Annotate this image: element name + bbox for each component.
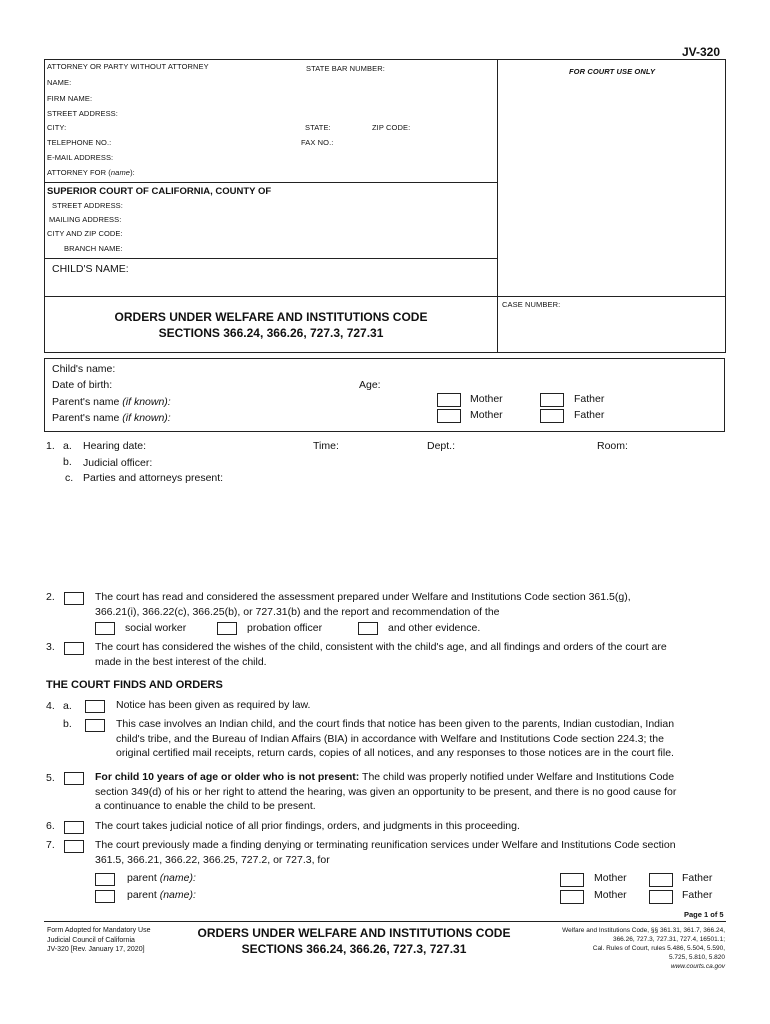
item4a-checkbox[interactable] [85, 700, 105, 713]
item7-mother2-label: Mother [594, 889, 627, 901]
item1c-letter: c. [65, 472, 74, 484]
item4b-letter: b. [63, 718, 72, 730]
item6-num: 6. [46, 820, 55, 832]
court-mailing-label: MAILING ADDRESS: [49, 215, 122, 224]
item2-checkbox[interactable] [64, 592, 84, 605]
court-cityzip-label: CITY AND ZIP CODE: [47, 229, 123, 238]
court-street-label: STREET ADDRESS: [52, 201, 123, 210]
item7-parent1-checkbox[interactable] [95, 873, 115, 886]
probation-officer-checkbox[interactable] [217, 622, 237, 635]
item4-num: 4. [46, 700, 55, 712]
time-label: Time: [313, 440, 339, 452]
item5-checkbox[interactable] [64, 772, 84, 785]
item7-mother1-label: Mother [594, 872, 627, 884]
bottom-border [44, 352, 726, 353]
state-bar-label: STATE BAR NUMBER: [306, 64, 385, 73]
form-id: JV-320 [682, 45, 721, 59]
zip-label: ZIP CODE: [372, 123, 411, 132]
court-title: SUPERIOR COURT OF CALIFORNIA, COUNTY OF [47, 186, 272, 197]
form-title: ORDERS UNDER WELFARE AND INSTITUTIONS CODE SECTIONS 366.24, 366.26, 727.3, 727.31 [114, 310, 428, 340]
item4a-text: Notice has been given as required by law. [116, 699, 311, 711]
item7-checkbox[interactable] [64, 840, 84, 853]
item7-father2-label: Father [682, 889, 713, 901]
item7-father1-label: Father [682, 872, 713, 884]
item2-num: 2. [46, 591, 55, 603]
footer-rule [44, 921, 726, 922]
item3-checkbox[interactable] [64, 642, 84, 655]
item7-parent1-label: parent (name): [127, 872, 196, 884]
case-number-label: CASE NUMBER: [502, 300, 561, 309]
item7-father2-checkbox[interactable] [649, 890, 673, 904]
probation-officer-label: probation officer [247, 622, 323, 634]
fax-label: FAX NO.: [301, 138, 334, 147]
mother1-label: Mother [470, 393, 503, 405]
email-label: E-MAIL ADDRESS: [47, 153, 114, 162]
court-branch-label: BRANCH NAME: [64, 244, 123, 253]
firm-label: FIRM NAME: [47, 94, 93, 103]
other-evidence-label: and other evidence. [388, 622, 481, 634]
attorney-for-label: ATTORNEY FOR (name): [47, 168, 135, 177]
page-number: Page 1 of 5 [684, 910, 724, 919]
item1b-letter: b. [63, 456, 72, 468]
item3-num: 3. [46, 641, 55, 653]
father2-checkbox[interactable] [540, 409, 564, 423]
father2-label: Father [574, 409, 605, 421]
item1a-letter: a. [63, 440, 72, 452]
item5-num: 5. [46, 772, 55, 784]
parent2-label: Parent's name (if known): [52, 412, 171, 424]
form-adopted: Form Adopted for Mandatory Use Judicial Council of California JV-320 [Rev. January 17, 2020] [47, 927, 151, 953]
item6-checkbox[interactable] [64, 821, 84, 834]
footer-title: ORDERS UNDER WELFARE AND INSTITUTIONS CODE SECTIONS 366.24, 366.26, 727.3, 727.31 [197, 926, 511, 956]
father1-checkbox[interactable] [540, 393, 564, 407]
childs-name-label: CHILD'S NAME: [52, 263, 129, 275]
phone-label: TELEPHONE NO.: [47, 138, 112, 147]
item7-mother1-checkbox[interactable] [560, 873, 584, 887]
state-label: STATE: [305, 123, 331, 132]
social-worker-label: social worker [125, 622, 187, 634]
social-worker-checkbox[interactable] [95, 622, 115, 635]
mother2-label: Mother [470, 409, 503, 421]
item7-num: 7. [46, 839, 55, 851]
item6-text: The court takes judicial notice of all prior findings, orders, and judgments in this proceeding. [95, 820, 520, 832]
item7-parent2-label: parent (name): [127, 889, 196, 901]
item4b-checkbox[interactable] [85, 719, 105, 732]
father1-label: Father [574, 393, 605, 405]
top-border [44, 59, 726, 60]
city-label: CITY: [47, 123, 67, 132]
item7-parent2-checkbox[interactable] [95, 890, 115, 903]
mother1-checkbox[interactable] [437, 393, 461, 407]
item7-father1-checkbox[interactable] [649, 873, 673, 887]
footer-references: Welfare and Institutions Code, §§ 361.31, 361.7, 366.24, 366.26, 727.3, 727.31, 727.4, 16501.1; Cal. Rules of Court, rules 5.486, 5.504, 5.590, 5.725, 5.810, 5.820 www.courts.ca.gov [562, 927, 725, 970]
other-evidence-checkbox[interactable] [358, 622, 378, 635]
item3-text: The court has considered the wishes of the child, consistent with the child's age, and all findings and orders of the court are made in the best interest of the child. [95, 641, 667, 668]
finds-heading: THE COURT FINDS AND ORDERS [46, 679, 223, 691]
room-label: Room: [597, 440, 628, 452]
item5-text: For child 10 years of age or older who is not present: The child was properly notified under Welfare and Institutions Code section 349(d) of his or her right to attend the hearing, was given an opportunity to be present, and there is no good cause for a continuance to enable the child to be present. [95, 771, 677, 812]
parties-label: Parties and attorneys present: [83, 472, 224, 484]
item4a-letter: a. [63, 700, 72, 712]
parent1-label: Parent's name (if known): [52, 396, 171, 408]
dept-label: Dept.: [427, 440, 456, 452]
mother2-checkbox[interactable] [437, 409, 461, 423]
dob-label: Date of birth: [52, 379, 113, 391]
judicial-officer-label: Judicial officer: [83, 457, 153, 469]
age-label: Age: [359, 379, 381, 391]
child-name-label: Child's name: [52, 363, 116, 375]
name-label: NAME: [47, 78, 72, 87]
item1-num: 1. [46, 440, 55, 452]
item7-mother2-checkbox[interactable] [560, 890, 584, 904]
header-divider-1 [44, 182, 498, 183]
item7-text: The court previously made a finding denying or terminating reunification services under Welfare and Institutions Code section 361.5, 366.21, 366.22, 366.25, 727.2, or 727.3, for [95, 839, 676, 866]
hearing-date-label: Hearing date: [83, 440, 147, 452]
court-use-label: FOR COURT USE ONLY [569, 67, 656, 76]
street-label: STREET ADDRESS: [47, 109, 118, 118]
right-border [725, 59, 726, 353]
item4b-text: This case involves an Indian child, and the court finds that notice has been given to the parents, Indian custodian, Indian child's tribe, and the Bureau of Indian Affairs (BIA) in accordance with Welfare and Institutions Code section 224.3; the original certified mail receipts, return cards, copies of all notices, and any responses to those notices are in the court file. [116, 718, 675, 759]
attorney-label: ATTORNEY OR PARTY WITHOUT ATTORNEY [47, 62, 209, 71]
header-divider-2 [44, 258, 498, 259]
item2-text: The court has read and considered the assessment prepared under Welfare and Institutions Code section 361.5(g), 366.21(i), 366.22(c), 366.25(b), or 727.31(b) and the report and recommendation of the [95, 591, 631, 618]
header-divider-3 [44, 296, 726, 297]
